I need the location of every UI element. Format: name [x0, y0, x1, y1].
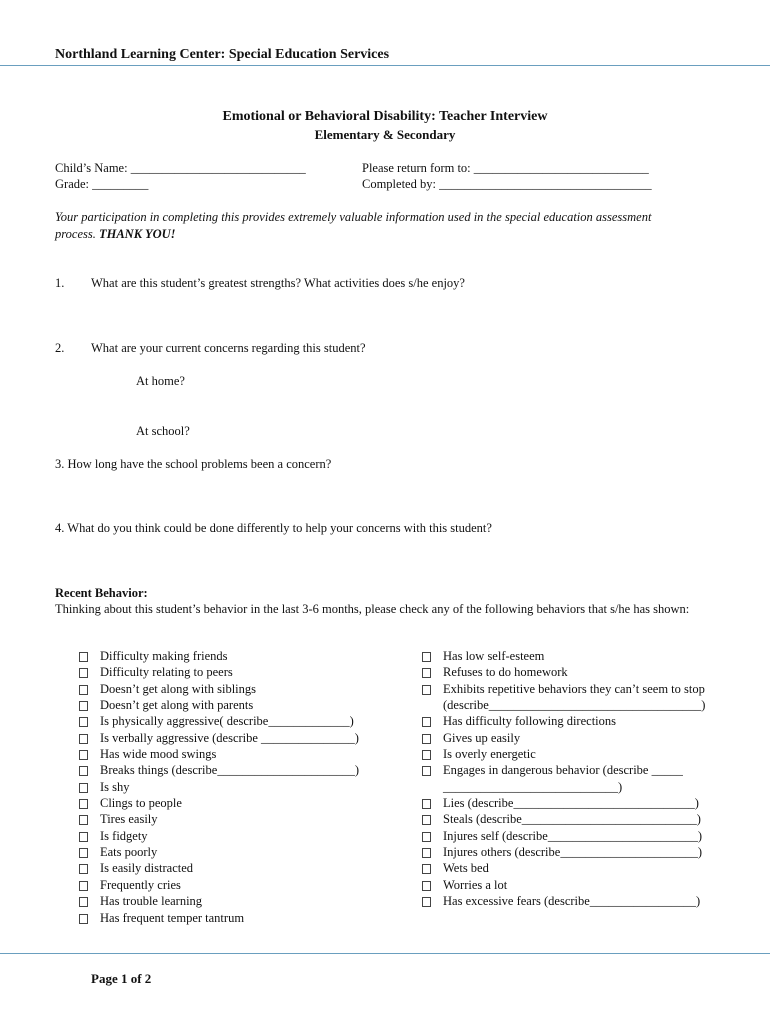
checklist-item-label: Has trouble learning: [100, 894, 203, 909]
checklist-item: [443, 877, 705, 893]
checkbox[interactable]: [422, 799, 431, 809]
behavior-checklist-left: [100, 648, 359, 926]
question-4-text: 4. What do you think could be done differently to help your concerns with this student?: [55, 521, 492, 535]
completed-by-field: Completed by: __________________________________: [362, 177, 652, 191]
checklist-item: [100, 860, 359, 876]
checkbox[interactable]: [79, 668, 88, 678]
checklist-item: [100, 811, 359, 827]
checklist-item: [443, 811, 705, 827]
checklist-item-label: (describe__________________________________): [443, 698, 706, 713]
checklist-item-label: Tires easily: [100, 812, 158, 827]
checklist-item: [100, 779, 359, 795]
checklist-item-label: Is easily distracted: [100, 861, 194, 876]
checkbox[interactable]: [79, 815, 88, 825]
checkbox[interactable]: [422, 815, 431, 825]
checklist-item-label: Difficulty making friends: [100, 649, 228, 663]
checklist-item: [443, 860, 705, 876]
checklist-item: [100, 681, 359, 697]
checkbox[interactable]: [79, 685, 88, 695]
checklist-item-label: Wets bed: [443, 861, 489, 876]
checklist-item-label: Has difficulty following directions: [443, 714, 617, 729]
checkbox[interactable]: [422, 864, 431, 874]
checklist-item: [443, 697, 705, 713]
checklist-item-label: Has wide mood swings: [100, 747, 217, 762]
checkbox[interactable]: [79, 897, 88, 907]
checkbox[interactable]: [79, 717, 88, 727]
question-2-at-school: At school?: [136, 424, 190, 438]
checklist-item-label: Breaks things (describe______________________): [100, 763, 359, 778]
checklist-item-label: Exhibits repetitive behaviors they can’t seem to stop: [443, 681, 705, 696]
checklist-item-label: Difficulty relating to peers: [100, 665, 233, 680]
checklist-item-label: Injures others (describe______________________): [443, 845, 702, 860]
checklist-item: [100, 648, 359, 664]
checklist-item: [443, 681, 705, 697]
checklist-item: [100, 893, 359, 909]
checklist-item-label: Eats poorly: [100, 845, 158, 860]
intro-thanks: THANK YOU!: [98, 227, 176, 241]
form-subtitle: Elementary & Secondary: [314, 127, 456, 142]
checkbox[interactable]: [422, 848, 431, 858]
checklist-item-label: Refuses to do homework: [443, 665, 568, 680]
return-to-field: Please return form to: ____________________________: [362, 161, 649, 175]
checkbox[interactable]: [422, 668, 431, 678]
checkbox[interactable]: [422, 717, 431, 727]
checklist-item: [443, 893, 705, 909]
checkbox[interactable]: [79, 701, 88, 711]
form-title: Emotional or Behavioral Disability: Teacher Interview: [222, 109, 548, 124]
checkbox[interactable]: [79, 881, 88, 891]
question-2-at-home: At home?: [136, 374, 185, 388]
checkbox[interactable]: [422, 832, 431, 842]
checklist-item-label: Has frequent temper tantrum: [100, 910, 245, 925]
checklist-item: [443, 779, 705, 795]
checklist-item-label: Doesn’t get along with siblings: [100, 681, 257, 696]
header-rule: [0, 65, 770, 66]
checklist-item: [100, 697, 359, 713]
checklist-item-label: Lies (describe_____________________________): [443, 796, 699, 811]
checkbox[interactable]: [422, 652, 431, 662]
checklist-item: [100, 713, 359, 729]
checklist-item: [100, 910, 359, 926]
checklist-item: [100, 828, 359, 844]
checklist-item-label: Steals (describe____________________________): [443, 812, 701, 827]
checklist-item-label: Frequently cries: [100, 877, 181, 892]
checkbox[interactable]: [422, 897, 431, 907]
checklist-item-label: Gives up easily: [443, 730, 521, 745]
checkbox[interactable]: [79, 832, 88, 842]
checklist-item-label: ____________________________): [443, 779, 623, 794]
checklist-item: [100, 877, 359, 893]
checklist-item: [443, 746, 705, 762]
checkbox[interactable]: [422, 734, 431, 744]
checklist-item: [443, 730, 705, 746]
checkbox[interactable]: [79, 914, 88, 924]
checklist-item-label: Engages in dangerous behavior (describe _____: [443, 763, 683, 778]
checkbox[interactable]: [79, 766, 88, 776]
checklist-item-label: Worries a lot: [443, 877, 508, 892]
checkbox[interactable]: [422, 750, 431, 760]
checkbox[interactable]: [422, 685, 431, 695]
checklist-item-label: Is overly energetic: [443, 747, 536, 762]
checklist-item: [100, 844, 359, 860]
intro-text: Your participation in completing this provides extremely valuable information used in the special education assessment process.: [55, 210, 652, 241]
checklist-item-label: Has low self-esteem: [443, 649, 545, 663]
checklist-item-label: Is physically aggressive( describe_____________): [100, 714, 354, 729]
question-2-number: 2.: [55, 341, 65, 355]
behavior-checklist-right: [443, 648, 705, 910]
footer-rule: [0, 953, 770, 954]
childs-name-field: Child’s Name: ____________________________: [55, 161, 306, 175]
checklist-item: [443, 664, 705, 680]
checklist-item: [443, 713, 705, 729]
recent-behavior-intro: Thinking about this student’s behavior in the last 3-6 months, please check any of the following behaviors that s/he has shown:: [55, 602, 690, 616]
page-number: Page 1 of 2: [91, 971, 152, 986]
checklist-item-label: Has excessive fears (describe_________________): [443, 894, 701, 909]
checklist-item-label: Is verbally aggressive (describe _______________): [100, 730, 359, 745]
grade-field: Grade: _________: [55, 177, 149, 191]
checklist-item-label: Injures self (describe________________________): [443, 828, 702, 843]
checkbox[interactable]: [79, 783, 88, 793]
checklist-item: [443, 828, 705, 844]
checklist-item: [100, 664, 359, 680]
checklist-item: [100, 730, 359, 746]
checkbox[interactable]: [79, 734, 88, 744]
checkbox[interactable]: [79, 864, 88, 874]
checklist-item: [443, 795, 705, 811]
checkbox[interactable]: [79, 750, 88, 760]
recent-behavior-heading: Recent Behavior:: [55, 586, 148, 600]
checklist-item-label: Doesn’t get along with parents: [100, 698, 254, 713]
question-3-text: 3. How long have the school problems been a concern?: [55, 457, 332, 471]
checklist-item: [100, 746, 359, 762]
checklist-item: [443, 844, 705, 860]
intro-paragraph: [55, 209, 675, 243]
checkbox[interactable]: [79, 848, 88, 858]
checkbox[interactable]: [79, 652, 88, 662]
checklist-item: [443, 648, 705, 664]
checkbox[interactable]: [422, 881, 431, 891]
question-2-text: What are your current concerns regarding this student?: [91, 341, 366, 355]
checklist-item-label: Clings to people: [100, 796, 182, 811]
question-1-number: 1.: [55, 276, 65, 290]
checklist-item: [443, 762, 705, 778]
header-title: Northland Learning Center: Special Education Services: [55, 47, 390, 62]
checklist-item: [100, 762, 359, 778]
checkbox[interactable]: [79, 799, 88, 809]
question-1-text: What are this student’s greatest strengths? What activities does s/he enjoy?: [91, 276, 465, 290]
checklist-item: [100, 795, 359, 811]
checkbox[interactable]: [422, 766, 431, 776]
checklist-item-label: Is shy: [100, 779, 130, 794]
checklist-item-label: Is fidgety: [100, 828, 148, 843]
